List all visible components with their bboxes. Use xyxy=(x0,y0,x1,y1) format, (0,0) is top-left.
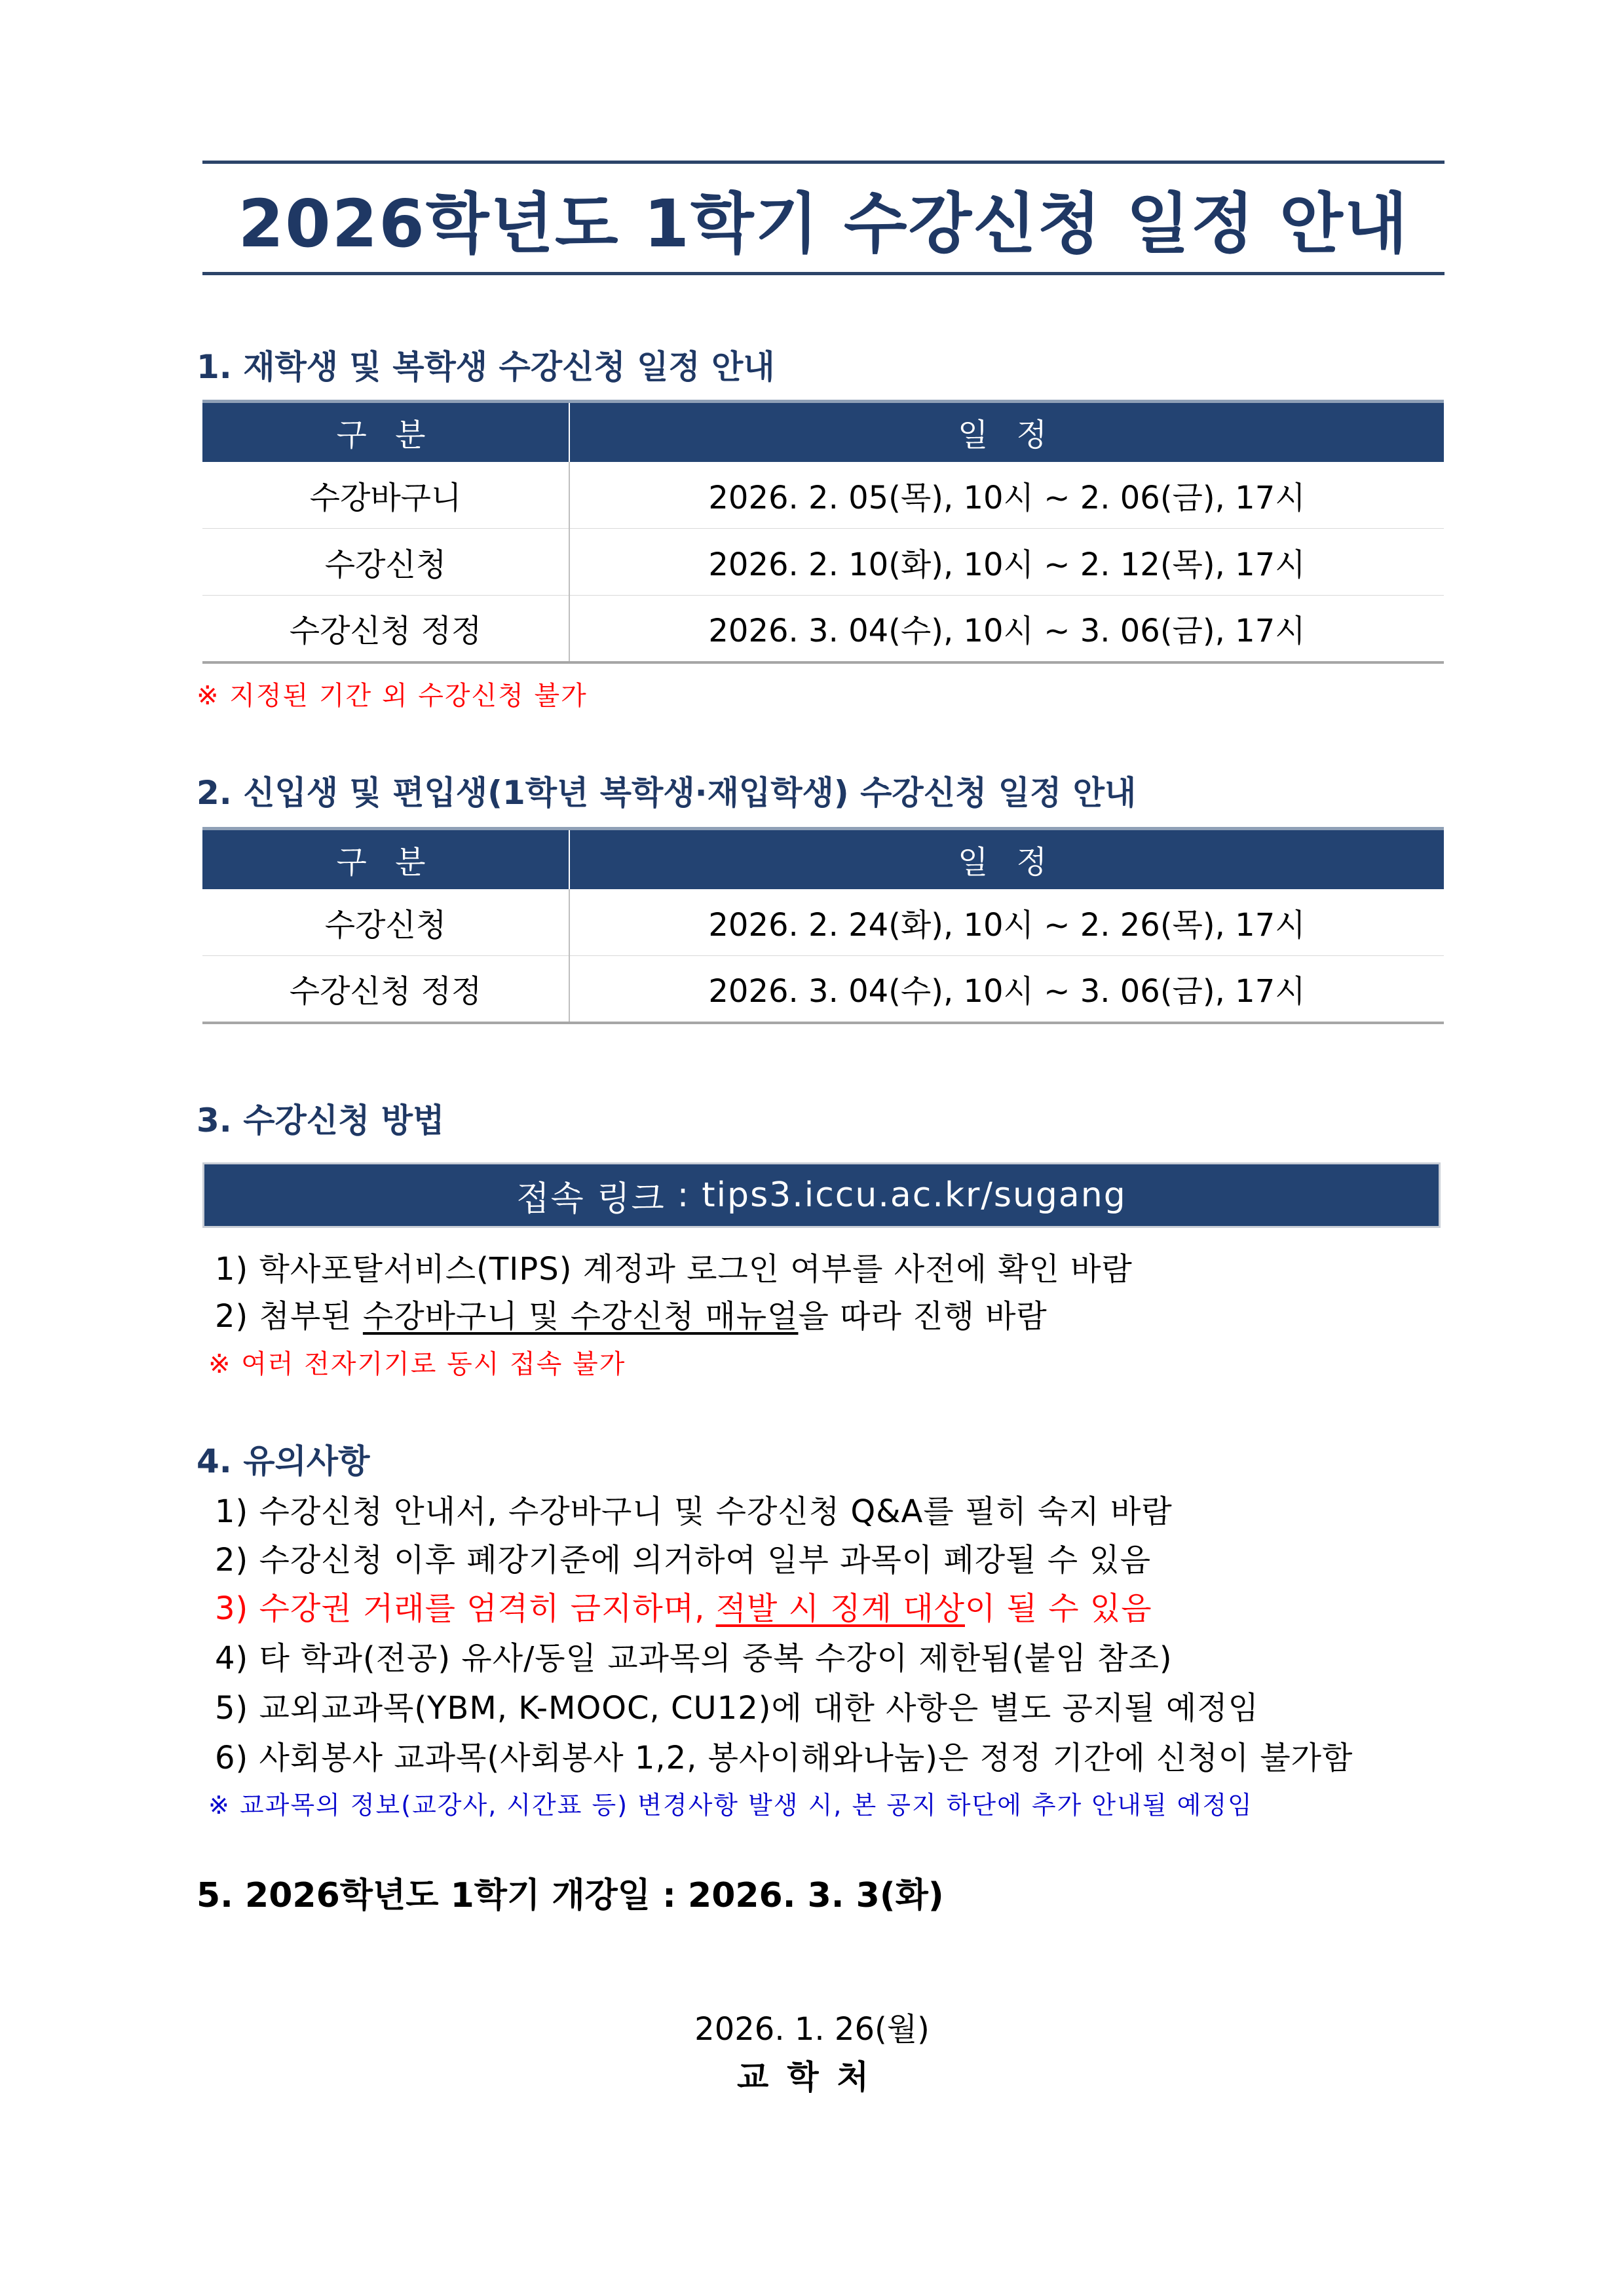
row-schedule: 2026. 2. 05(목), 10시 ~ 2. 06(금), 17시 xyxy=(569,462,1444,529)
notice-item-6: 6) 사회봉사 교과목(사회봉사 1,2, 봉사이해와나눔)은 정정 기간에 신청이 불가함 xyxy=(215,1740,1353,1776)
link-label: 접속 링크 xyxy=(516,1179,666,1219)
disciplinary-warning: 적발 시 징계 대상 xyxy=(715,1590,965,1627)
header-schedule: 일 정 xyxy=(569,829,1444,889)
notice-item-4: 4) 타 학과(전공) 유사/동일 교과목의 중복 수강이 제한됨(붙임 참조) xyxy=(215,1640,1173,1677)
row-schedule: 2026. 3. 04(수), 10시 ~ 3. 06(금), 17시 xyxy=(569,956,1444,1023)
section2-schedule-table xyxy=(202,827,1444,1024)
table-row xyxy=(202,529,1444,596)
section1-schedule-table xyxy=(202,400,1444,664)
notice-item-3-prefix: 3) 수강권 거래를 엄격히 금지하며, xyxy=(215,1590,716,1627)
notice-item-2: 2) 수강신청 이후 폐강기준에 의거하여 일부 과목이 폐강될 수 있음 xyxy=(215,1542,1152,1578)
row-category: 수강바구니 xyxy=(202,462,569,529)
access-link-bar[interactable] xyxy=(202,1162,1441,1228)
notice-item-3 xyxy=(215,1583,1152,1628)
header-schedule: 일 정 xyxy=(569,402,1444,462)
row-category: 수강신청 정정 xyxy=(202,956,569,1023)
table-row xyxy=(202,956,1444,1023)
table-header-row xyxy=(202,402,1444,462)
title-banner xyxy=(202,161,1445,275)
section3-note: ※ 여러 전자기기로 동시 접속 불가 xyxy=(208,1349,626,1379)
method-item-2-suffix: 을 따라 진행 바람 xyxy=(798,1298,1048,1335)
section1-note: ※ 지정된 기간 외 수강신청 불가 xyxy=(197,681,588,711)
row-schedule: 2026. 3. 04(수), 10시 ~ 3. 06(금), 17시 xyxy=(569,596,1444,662)
header-category: 구 분 xyxy=(202,402,569,462)
issue-date: 2026. 1. 26(월) xyxy=(694,2011,930,2048)
method-item-1: 1) 학사포탈서비스(TIPS) 계정과 로그인 여부를 사전에 확인 바람 xyxy=(215,1251,1133,1288)
row-category: 수강신청 xyxy=(202,889,569,956)
row-schedule: 2026. 2. 24(화), 10시 ~ 2. 26(목), 17시 xyxy=(569,889,1444,956)
table-row xyxy=(202,889,1444,956)
table-header-row xyxy=(202,829,1444,889)
notice-item-1: 1) 수강신청 안내서, 수강바구니 및 수강신청 Q&A를 필히 숙지 바람 xyxy=(215,1493,1173,1530)
issuing-office: 교학처 xyxy=(737,2058,887,2096)
section1-heading: 1. 재학생 및 복학생 수강신청 일정 안내 xyxy=(197,348,775,386)
section5-heading: 5. 2026학년도 1학기 개강일 : 2026. 3. 3(화) xyxy=(197,1876,944,1915)
method-item-2-prefix: 2) 첨부된 xyxy=(215,1298,363,1335)
link-url[interactable]: tips3.iccu.ac.kr/sugang xyxy=(702,1176,1127,1215)
header-category: 구 분 xyxy=(202,829,569,889)
notice-item-3-suffix: 이 될 수 있음 xyxy=(964,1590,1152,1627)
row-schedule: 2026. 2. 10(화), 10시 ~ 2. 12(목), 17시 xyxy=(569,529,1444,596)
section4-heading: 4. 유의사항 xyxy=(197,1442,370,1480)
method-item-2 xyxy=(215,1291,1048,1336)
link-separator: : xyxy=(677,1176,690,1215)
manual-reference: 수강바구니 및 수강신청 매뉴얼 xyxy=(362,1298,799,1335)
table-row xyxy=(202,462,1444,529)
row-category: 수강신청 정정 xyxy=(202,596,569,662)
page-title: 2026학년도 1학기 수강신청 일정 안내 xyxy=(238,185,1409,262)
table-row xyxy=(202,596,1444,662)
section3-heading: 3. 수강신청 방법 xyxy=(197,1101,445,1139)
section2-heading: 2. 신입생 및 편입생(1학년 복학생·재입학생) 수강신청 일정 안내 xyxy=(197,774,1137,812)
section4-note: ※ 교과목의 정보(교강사, 시간표 등) 변경사항 발생 시, 본 공지 하단에 추가 안내될 예정임 xyxy=(208,1791,1253,1820)
row-category: 수강신청 xyxy=(202,529,569,596)
notice-item-5: 5) 교외교과목(YBM, K-MOOC, CU12)에 대한 사항은 별도 공지될 예정임 xyxy=(215,1690,1259,1727)
